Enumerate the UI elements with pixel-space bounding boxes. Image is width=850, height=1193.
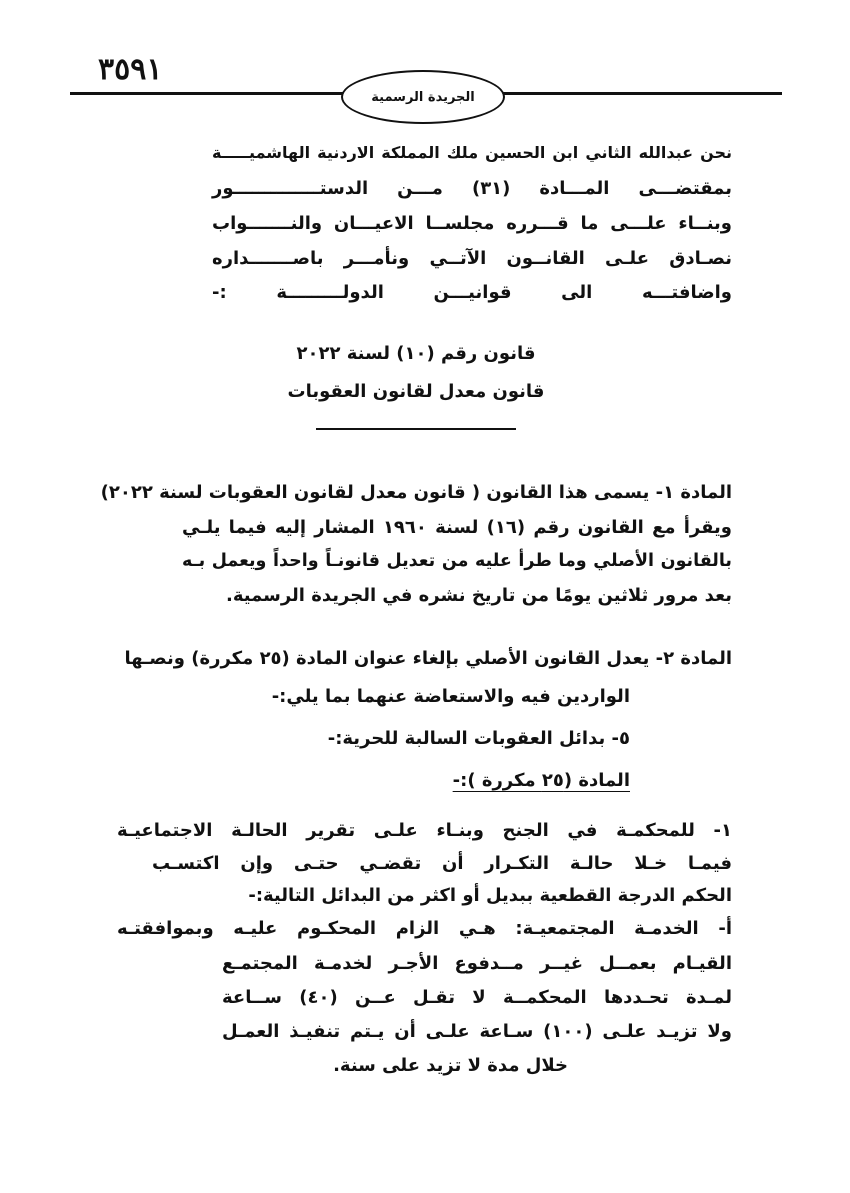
clause-a-line: ولا تزيـد علـى (١٠٠) سـاعة علـى أن يـتم تنفيـذ العمـل xyxy=(222,1021,732,1042)
article1-line: ويقرأ مع القانون رقم (١٦) لسنة ١٩٦٠ المشار إليه فيما يلـي xyxy=(182,517,732,538)
clause-a-line: لمـدة تحـددها المحكمــة لا تقـل عــن (٤٠) ســاعة xyxy=(222,987,732,1008)
clause-a-line: القيـام بعمــل غيــر مــدفوع الأجـر لخدمـة المجتمـع xyxy=(222,953,732,974)
article2-line: المادة ٢- يعدل القانون الأصلي بإلغاء عنوان المادة (٢٥ مكررة) ونصـها xyxy=(124,648,732,669)
title-separator xyxy=(316,428,516,430)
article1-line: بالقانون الأصلي وما طرأ عليه من تعديل قانونـاً واحداً ويعمل بـه xyxy=(182,551,732,571)
preamble-line: بمقتضـــى المـــادة (٣١) مـــن الدستــــــــــــــور xyxy=(212,178,733,199)
clause1-line: فيمـا خـلا حالـة التكـرار أن تقضـي حتـى وإن اكتسـب xyxy=(152,853,732,874)
article1-line: المادة ١- يسمى هذا القانون ( قانون معدل لقانون العقوبات لسنة ٢٠٢٢) xyxy=(100,482,732,503)
law-name-title: قانون معدل لقانون العقوبات xyxy=(287,381,545,402)
law-number-title: قانون رقم (١٠) لسنة ٢٠٢٢ xyxy=(296,343,536,364)
article-25-bis-heading: المادة (٢٥ مكررة ):- xyxy=(452,770,630,791)
preamble-line: وبنــاء علـــى ما قـــرره مجلســا الاعيـــان والنـــــــواب xyxy=(212,213,732,234)
gazette-name: الجريدة الرسمية xyxy=(371,89,475,105)
article2-line: الواردين فيه والاستعاضة عنهما بما يلي:- xyxy=(271,686,630,707)
clause-a-line: خلال مدة لا تزيد على سنة. xyxy=(333,1055,568,1076)
preamble-line: نحن عبدالله الثاني ابن الحسين ملك المملكة الاردنية الهاشميـــــة xyxy=(212,143,732,162)
preamble-line: نصـادق علـى القانــون الآتــي ونأمـــر باصـــــــداره xyxy=(212,248,732,269)
page-number: ٣٥٩١ xyxy=(98,52,163,87)
clause-a-line: أ- الخدمـة المجتمعيـة: هـي الزام المحكـوم عليـه وبموافقتـه xyxy=(117,918,732,939)
article2-heading: ٥- بدائل العقوبات السالبة للحرية:- xyxy=(327,728,630,749)
clause1-line: الحكم الدرجة القطعية ببديل أو اكثر من البدائل التالية:- xyxy=(248,885,732,906)
article1-line: بعد مرور ثلاثين يومًا من تاريخ نشره في الجريدة الرسمية. xyxy=(225,585,732,606)
clause1-line: ١- للمحكمـة في الجنح وبنـاء علـى تقرير الحالـة الاجتماعيـة xyxy=(117,820,732,841)
gazette-name-oval xyxy=(341,70,505,124)
preamble-line: واضافتـــه الى قوانيـــن الدولـــــــــة :- xyxy=(212,282,732,303)
